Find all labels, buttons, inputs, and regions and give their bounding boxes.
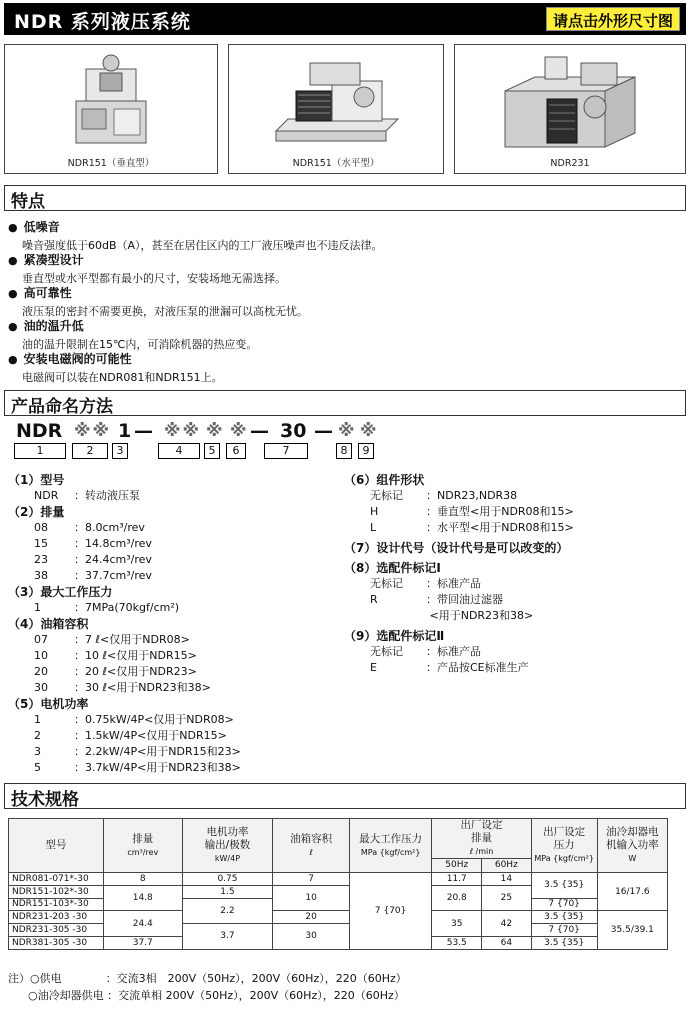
row-value: ：20 ℓ<仅用于NDR23>	[74, 665, 197, 678]
code-box-2: 2	[72, 443, 108, 459]
naming-item-heading: （1）型号	[8, 473, 65, 487]
row-value: ：标准产品	[426, 645, 481, 658]
photo-ndr231	[454, 44, 686, 174]
feature-item	[8, 284, 308, 319]
row-value: ：37.7cm³/rev	[74, 569, 152, 582]
naming-row	[8, 680, 241, 696]
row-value: ：2.2kW/4P<用于NDR15和23>	[74, 745, 241, 758]
ndr231-image	[495, 51, 645, 153]
cell-setp: 3.5 {35}	[531, 911, 597, 924]
row-value: ：24.4cm³/rev	[74, 553, 152, 566]
naming-row	[344, 576, 574, 592]
row-value: ：10 ℓ<仅用于NDR15>	[74, 649, 197, 662]
feature-desc: 噪音强度低于60dB（A），甚至在居住区内的工厂液压噪声也不违反法律。	[22, 239, 383, 252]
feature-item	[8, 317, 257, 352]
naming-row	[8, 648, 241, 664]
row-key: 1	[34, 713, 41, 726]
photo-caption: NDR231	[550, 158, 590, 169]
cell-tank: 10	[273, 885, 349, 911]
row-key: NDR	[34, 489, 59, 502]
row-value: ：7 ℓ<仅用于NDR08>	[74, 633, 190, 646]
code-part-2: ※※	[74, 421, 112, 441]
col-set-pressure: 出厂设定 压力 MPa {kgf/cm²}	[531, 819, 597, 873]
cell-f50: 20.8	[432, 885, 482, 911]
row-value: ：8.0cm³/rev	[74, 521, 145, 534]
row-key: L	[370, 521, 377, 534]
code-box-1: 1	[14, 443, 66, 459]
cell-disp: 8	[104, 873, 183, 886]
title-bar	[4, 3, 686, 35]
cell-f60: 25	[482, 885, 532, 911]
cell-tank: 30	[273, 924, 349, 950]
code-part-7: 30	[280, 420, 307, 442]
naming-row	[8, 728, 241, 744]
naming-item-heading: （9）选配件标记Ⅱ	[344, 629, 445, 643]
naming-section-header	[4, 390, 686, 416]
cell-cooler: 16/17.6	[597, 873, 667, 911]
feature-desc: 液压泵的密封不需要更换，对液压泵的泄漏可以高枕无忧。	[22, 305, 308, 318]
naming-row	[344, 592, 574, 608]
feature-desc: 垂直型或水平型都有最小的尺寸，安装场地无需选择。	[22, 272, 286, 285]
row-value: ：转动液压泵	[74, 489, 140, 502]
cell-setp: 7 {70}	[531, 898, 597, 911]
cell-disp: 37.7	[104, 936, 183, 949]
photo-ndr151-horizontal	[228, 44, 444, 174]
cell-motor: 0.75	[182, 873, 273, 886]
code-dash: —	[314, 420, 333, 442]
table-row	[9, 873, 668, 886]
naming-left-column	[8, 472, 241, 776]
cell-cooler: 35.5/39.1	[597, 911, 667, 949]
naming-row	[8, 488, 241, 504]
code-part-8: ※	[338, 421, 357, 441]
row-value: ：NDR23,NDR38	[426, 489, 518, 502]
cell-motor: 1.5	[182, 885, 273, 898]
row-value: ：水平型<用于NDR08和15>	[426, 521, 574, 534]
feature-title: ● 紧凑型设计	[8, 251, 286, 268]
col-max-pressure: 最大工作压力 MPa {kgf/cm²}	[349, 819, 432, 873]
specs-heading: 技术规格	[11, 790, 79, 810]
dimension-drawing-link-button[interactable]: 请点击外形尺寸图	[546, 7, 680, 31]
cell-setp: 7 {70}	[531, 924, 597, 937]
ndr151-horizontal-image	[266, 51, 406, 151]
row-key: 20	[34, 665, 48, 678]
col-displacement: 排量 cm³/rev	[104, 819, 183, 873]
photo-caption: NDR151（垂直型）	[67, 158, 155, 169]
col-motor: 电机功率 输出/极数 kW/4P	[182, 819, 273, 873]
cell-f60: 42	[482, 911, 532, 937]
row-value: ：0.75kW/4P<仅用于NDR08>	[74, 713, 234, 726]
row-key: 08	[34, 521, 48, 534]
code-part-9: ※	[360, 421, 379, 441]
row-value: ：标准产品	[426, 577, 481, 590]
row-value: ：14.8cm³/rev	[74, 537, 152, 550]
cell-disp: 14.8	[104, 885, 183, 911]
code-box-3: 3	[112, 443, 128, 459]
code-part-3: 1	[118, 420, 132, 442]
naming-row	[8, 664, 241, 680]
code-part-5: ※	[206, 421, 225, 441]
cell-f50: 35	[432, 911, 482, 937]
cell-model: NDR081-071*-30	[9, 873, 104, 886]
naming-row	[8, 632, 241, 648]
feature-title: ● 低噪音	[8, 218, 383, 235]
naming-right-column	[344, 472, 574, 676]
col-60hz: 60Hz	[482, 859, 532, 873]
row-key: 10	[34, 649, 48, 662]
naming-item-heading: （2）排量	[8, 505, 65, 519]
row-key: 无标记	[370, 489, 403, 502]
product-photos	[4, 44, 686, 174]
col-flow: 出厂设定 排量 ℓ /min	[432, 819, 531, 859]
code-part-4: ※※	[164, 421, 202, 441]
cell-max-pressure: 7 {70}	[349, 873, 432, 950]
feature-item	[8, 218, 383, 253]
row-key: 15	[34, 537, 48, 550]
cell-f50: 53.5	[432, 936, 482, 949]
naming-heading: 产品命名方法	[11, 397, 113, 417]
page-title: NDR 系列液压系统	[14, 11, 191, 33]
naming-row	[8, 568, 241, 584]
code-box-6: 6	[226, 443, 246, 459]
cell-model: NDR151-102*-30	[9, 885, 104, 898]
table-row	[9, 911, 668, 924]
row-key: E	[370, 661, 377, 674]
code-box-8: 8	[336, 443, 352, 459]
naming-row	[8, 760, 241, 776]
row-value: ：30 ℓ<用于NDR23和38>	[74, 681, 211, 694]
cell-f60: 14	[482, 873, 532, 886]
feature-title: ● 安装电磁阀的可能性	[8, 350, 223, 367]
features-heading: 特点	[11, 192, 45, 212]
cell-f50: 11.7	[432, 873, 482, 886]
spec-table	[8, 818, 668, 950]
cell-tank: 20	[273, 911, 349, 924]
photo-caption: NDR151（水平型）	[292, 158, 380, 169]
code-dash: —	[134, 420, 153, 442]
row-value: ：3.7kW/4P<用于NDR23和38>	[74, 761, 241, 774]
cell-tank: 7	[273, 873, 349, 886]
cell-model: NDR231-203 -30	[9, 911, 104, 924]
code-box-7: 7	[264, 443, 308, 459]
cell-motor: 2.2	[182, 898, 273, 924]
row-key: 2	[34, 729, 41, 742]
row-value: ：7MPa(70kgf/cm²)	[74, 601, 180, 614]
naming-row	[8, 600, 241, 616]
code-part-6: ※	[230, 421, 249, 441]
row-key: H	[370, 505, 379, 518]
row-key: 30	[34, 681, 48, 694]
cell-setp: 3.5 {35}	[531, 873, 597, 899]
row-value: ：产品按CE标准生产	[426, 661, 529, 674]
code-part-1: NDR	[16, 420, 63, 442]
naming-item-heading: （5）电机功率	[8, 697, 89, 711]
code-dash: —	[250, 420, 269, 442]
naming-row	[344, 488, 574, 504]
row-value: ：1.5kW/4P<仅用于NDR15>	[74, 729, 227, 742]
row-key: 无标记	[370, 577, 403, 590]
naming-row	[344, 520, 574, 536]
feature-desc: 油的温升限制在15℃内，可消除机器的热应变。	[22, 338, 258, 351]
naming-row	[8, 712, 241, 728]
feature-desc: 电磁阀可以装在NDR081和NDR151上。	[22, 371, 223, 384]
row-key: 07	[34, 633, 48, 646]
cell-motor: 3.7	[182, 924, 273, 950]
code-box-4: 4	[158, 443, 200, 459]
cell-disp: 24.4	[104, 911, 183, 937]
photo-ndr151-vertical	[4, 44, 218, 174]
row-key: 无标记	[370, 645, 403, 658]
row-value: <用于NDR23和38>	[426, 609, 534, 622]
cell-setp: 3.5 {35}	[531, 936, 597, 949]
feature-title: ● 油的温升低	[8, 317, 257, 334]
row-value: ：带回油过滤器	[426, 593, 503, 606]
col-cooler-power: 油冷却器电 机输入功率 W	[597, 819, 667, 873]
col-model: 型号	[9, 819, 104, 873]
row-value: ：垂直型<用于NDR08和15>	[426, 505, 574, 518]
naming-row	[344, 608, 574, 624]
naming-item-heading: （4）油箱容积	[8, 617, 89, 631]
cell-model: NDR151-103*-30	[9, 898, 104, 911]
feature-item	[8, 350, 223, 385]
row-key: 23	[34, 553, 48, 566]
row-key: 1	[34, 601, 41, 614]
naming-row	[344, 660, 574, 676]
code-box-9: 9	[358, 443, 374, 459]
naming-row	[344, 504, 574, 520]
row-key: R	[370, 593, 378, 606]
cell-f60: 64	[482, 936, 532, 949]
features-section-header	[4, 185, 686, 211]
table-header-row	[9, 819, 668, 859]
cell-model: NDR381-305 -30	[9, 936, 104, 949]
feature-title: ● 高可靠性	[8, 284, 308, 301]
row-key: 5	[34, 761, 41, 774]
cell-model: NDR231-305 -30	[9, 924, 104, 937]
naming-row	[8, 536, 241, 552]
col-50hz: 50Hz	[432, 859, 482, 873]
feature-item	[8, 251, 286, 286]
ndr151-vertical-image	[56, 51, 166, 151]
naming-row	[8, 552, 241, 568]
row-key: 38	[34, 569, 48, 582]
note-cooler-supply: ○油冷却器供电 ：交流单相 200V（50Hz），200V（60Hz），220（60Hz）	[28, 989, 405, 1002]
row-key: 3	[34, 745, 41, 758]
note-power-supply: 注）○供电 ：交流3相 200V（50Hz），200V（60Hz），220（60Hz）	[8, 972, 407, 985]
naming-row	[8, 520, 241, 536]
naming-item-heading: （7）设计代号（设计代号是可以改变的）	[344, 541, 569, 555]
naming-row	[344, 644, 574, 660]
col-tank: 油箱容积 ℓ	[273, 819, 349, 873]
naming-row	[8, 744, 241, 760]
specs-section-header	[4, 783, 686, 809]
naming-item-heading: （6）组件形状	[344, 473, 425, 487]
code-box-5: 5	[204, 443, 220, 459]
naming-item-heading: （8）选配件标记Ⅰ	[344, 561, 441, 575]
naming-item-heading: （3）最大工作压力	[8, 585, 113, 599]
